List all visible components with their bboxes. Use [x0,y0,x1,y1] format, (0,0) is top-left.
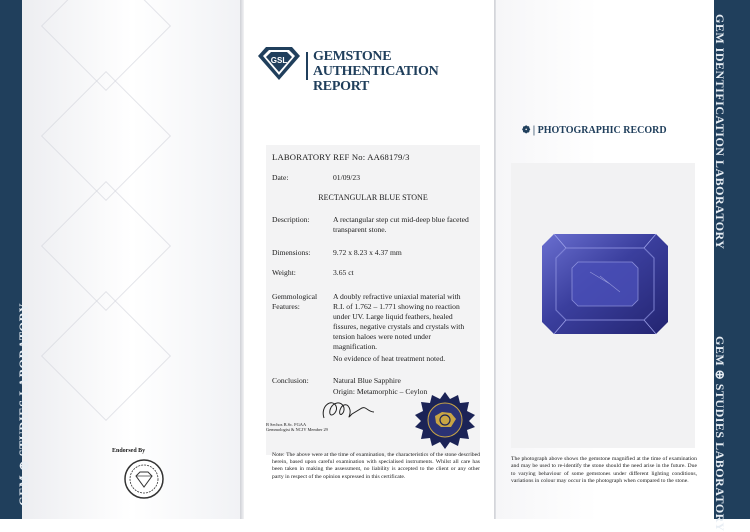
endorsement-seal-icon [123,458,165,500]
lab-name-vertical-top: GEM IDENTIFICATION LABORATORY [713,14,727,250]
stone-type: RECTANGULAR BLUE STONE [318,193,428,202]
weight-label: Weight: [272,268,296,277]
sapphire-photo [540,232,670,336]
left-panel [0,0,240,519]
gemmological-label: Gemmological Features: [272,292,318,311]
description-value: A rectangular step cut mid-deep blue faceted transparent stone. [333,215,469,234]
heat-treatment-note: No evidence of heat treatment noted. [333,354,446,363]
lab-ref-number: LABORATORY REF No: AA68179/3 [272,152,410,162]
conclusion-label: Conclusion: [272,376,309,385]
date-value: 01/09/23 [333,173,361,182]
conclusion-value: Natural Blue Sapphire [333,376,401,385]
watermark-diamond [41,291,171,421]
lab-name-vertical-bottom: GEM ⊕ STUDIES LABORATORY [713,336,727,532]
dimensions-value: 9.72 x 8.23 x 4.37 mm [333,248,402,257]
description-label: Description: [272,215,310,224]
photographic-record-heading: ❁ | PHOTOGRAPHIC RECORD [522,125,667,136]
origin-value: Origin: Metamorphic – Ceylon [333,387,428,396]
title-divider [306,52,308,80]
gemmological-value: A doubly refractive uniaxial material with R.I. of 1.762 – 1.771 showing no reaction under UV. Large liquid feathers, healed fissures, negative crystals and crystals with tension haloes were noted under magnification. [333,292,465,351]
signer-credentials [266,422,328,432]
date-label: Date: [272,173,289,182]
dimensions-label: Dimensions: [272,248,311,257]
gsl-diamond-logo [254,44,304,82]
weight-value: 3.65 ct [333,268,354,277]
disclaimer-note: Note: The above were at the time of examination, the characteristics of the stone described herein, based upon careful examination with specialised instruments. Whilst all care has been taken in making the assessment, no liability is accepted to the client or any other party in respect of the opinion expressed in this certificate. [272,452,480,480]
report-title: GEMSTONE AUTHENTICATION REPORT [313,49,439,94]
endorsed-by-label: Endorsed By [112,448,146,454]
photo-caption: The photograph above shows the gemstone magnified at the time of examination and may be used to re-identify the stone should the need arise in the future. Due to varying behaviour of some gemstones under different lighting conditions, variations in colour may occur in the photograph when compared to the stone. [511,456,697,485]
signer-membership: Gemmologist & NCJV Member 29 [266,427,328,432]
svg-text:GSL: GSL [270,56,288,65]
lab-name-vertical: GEM ⊕ STUDIES LABORATORY [17,302,31,506]
signer-name: B Sechos B.Sc. FGAA [266,422,307,427]
gold-seal-icon [412,390,478,450]
